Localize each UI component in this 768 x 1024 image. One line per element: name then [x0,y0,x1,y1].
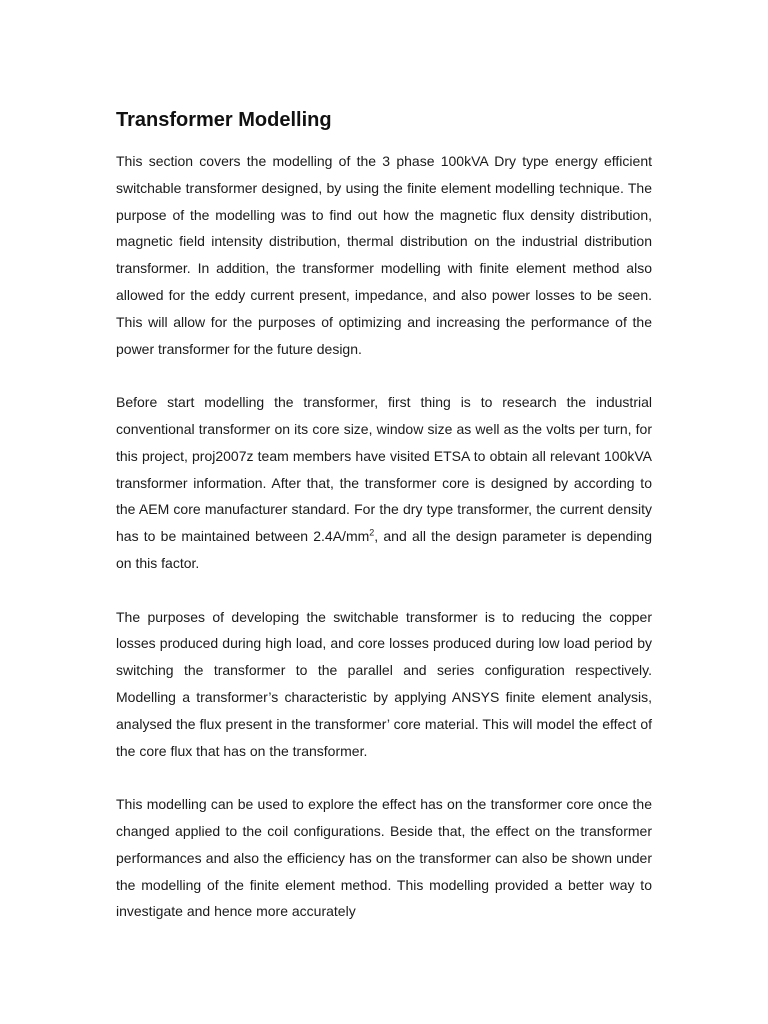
paragraph-research [116,389,652,577]
superscript-exponent: 2 [369,527,375,538]
document-title: Transformer Modelling [116,109,332,131]
paragraph-research-text-end: , and all the design parameter is depending on this factor. [116,528,653,571]
paragraph-purposes: The purposes of developing the switchable transformer is to reducing the copper losses produced during high load, and core losses produced during low load period by switching the transformer to the parallel and series configuration respectively. Modelling a transformer’s characteristic by applying ANSYS finite element analysis, analysed the flux present in the transformer’ core material. This will model the effect of the core flux that has on the transformer. [116,608,652,759]
paragraph-research-text: Before start modelling the transformer, first thing is to research the industrial conventional transformer on its core size, window size as well as the volts per turn, for this project, proj2007z team members have visited ETSA to obtain all relevant 100kVA transformer information. After that, the transformer core is designed by according to the AEM core manufacturer standard. For the dry type transformer, the current density has to be maintained between 2.4A/mm [116,394,652,545]
paragraph-effects: This modelling can be used to explore the effect has on the transformer core once the changed applied to the coil configurations. Beside that, the effect on the transformer performances and also the efficiency has on the transformer can also be shown under the modelling of the finite element method. This modelling provided a better way to investigate and hence more accurately [116,796,652,920]
document-body [116,106,652,952]
paragraph-overview: This section covers the modelling of the 3 phase 100kVA Dry type energy efficient switchable transformer designed, by using the finite element modelling technique. The purpose of the modelling was to find out how the magnetic flux density distribution, magnetic field intensity distribution, thermal distribution on the industrial distribution transformer. In addition, the transformer modelling with finite element method also allowed for the eddy current present, impedance, and also power losses to be seen. This will allow for the purposes of optimizing and increasing the performance of the power transformer for the future design. [116,153,652,357]
